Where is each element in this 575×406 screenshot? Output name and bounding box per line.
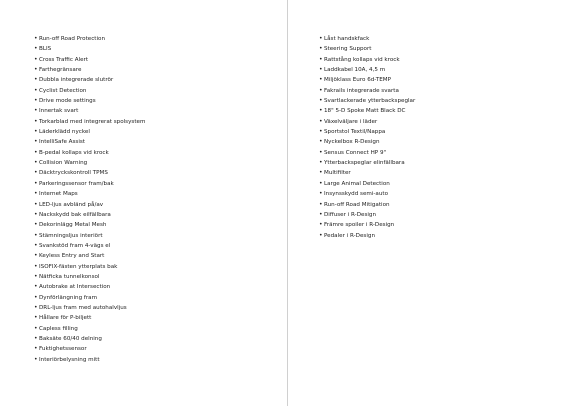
list-item: • DRL-ljus fram med autohalvljus bbox=[34, 303, 145, 313]
list-item: • Främre spoiler i R-Design bbox=[319, 220, 415, 230]
list-item: • Autobrake at Intersection bbox=[34, 282, 145, 292]
list-item: • BLIS bbox=[34, 44, 145, 54]
list-item: • Rattstång kollaps vid krock bbox=[319, 55, 415, 65]
list-item: • 18" 5-D Spoke Matt Black DC bbox=[319, 106, 415, 116]
list-item: • Diffuser i R-Design bbox=[319, 210, 415, 220]
list-item: • LED-ljus avbländ på/av bbox=[34, 200, 145, 210]
list-item: • Fakrails integrerade svarta bbox=[319, 86, 415, 96]
list-item: • IntelliSafe Assist bbox=[34, 137, 145, 147]
list-item: • Collision Warning bbox=[34, 158, 145, 168]
list-item: • Svankstöd fram 4-vägs el bbox=[34, 241, 145, 251]
left-feature-list bbox=[34, 34, 145, 365]
list-item: • Växelväljare i läder bbox=[319, 117, 415, 127]
list-item: • Cyclist Detection bbox=[34, 86, 145, 96]
list-item: • Ytterbackspeglar elinfällbara bbox=[319, 158, 415, 168]
left-page bbox=[0, 0, 287, 406]
list-item: • Parkeringssensor fram/bak bbox=[34, 179, 145, 189]
list-item: • Multifilter bbox=[319, 168, 415, 178]
list-item: • Nyckelbox R-Design bbox=[319, 137, 415, 147]
list-item: • Däcktryckskontroll TPMS bbox=[34, 168, 145, 178]
list-item: • Run-off Road Protection bbox=[34, 34, 145, 44]
list-item: • Insynsskydd semi-auto bbox=[319, 189, 415, 199]
list-item: • Farthegränsare bbox=[34, 65, 145, 75]
list-item: • Keyless Entry and Start bbox=[34, 251, 145, 261]
list-item: • Steering Support bbox=[319, 44, 415, 54]
list-item: • Svartlackerade ytterbackspeglar bbox=[319, 96, 415, 106]
list-item: • Pedaler i R-Design bbox=[319, 231, 415, 241]
right-feature-list bbox=[319, 34, 415, 241]
right-page bbox=[288, 0, 575, 406]
list-item: • Cross Traffic Alert bbox=[34, 55, 145, 65]
list-item: • Laddkabel 10A, 4,5 m bbox=[319, 65, 415, 75]
list-item: • Large Animal Detection bbox=[319, 179, 415, 189]
list-item: • Sensus Connect HP 9" bbox=[319, 148, 415, 158]
list-item: • Interiörbelysning mitt bbox=[34, 355, 145, 365]
list-item: • Hållare för P-biljett bbox=[34, 313, 145, 323]
list-item: • Innertak svart bbox=[34, 106, 145, 116]
list-item: • Dekorinlägg Metal Mesh bbox=[34, 220, 145, 230]
list-item: • Drive mode settings bbox=[34, 96, 145, 106]
list-item: • Internet Maps bbox=[34, 189, 145, 199]
list-item: • Miljöklass Euro 6d-TEMP bbox=[319, 75, 415, 85]
list-item: • Fuktighetssensor bbox=[34, 344, 145, 354]
list-item: • Sportstol Textil/Nappa bbox=[319, 127, 415, 137]
list-item: • Läderklädd nyckel bbox=[34, 127, 145, 137]
list-item: • B-pedal kollaps vid krock bbox=[34, 148, 145, 158]
list-item: • Nackskydd bak eilfällbara bbox=[34, 210, 145, 220]
list-item: • Torkarblad med integrerat spolsystem bbox=[34, 117, 145, 127]
list-item: • Capless filling bbox=[34, 324, 145, 334]
list-item: • Dubbla integrerade slutrör bbox=[34, 75, 145, 85]
list-item: • Dynförlängning fram bbox=[34, 293, 145, 303]
list-item: • Låst handskfack bbox=[319, 34, 415, 44]
list-item: • Run-off Road Mitigation bbox=[319, 200, 415, 210]
list-item: • Baksäte 60/40 delning bbox=[34, 334, 145, 344]
list-item: • Nätficka tunnelkonsol bbox=[34, 272, 145, 282]
list-item: • ISOFIX-fästen ytterplats bak bbox=[34, 262, 145, 272]
list-item: • Stämningsljus interiört bbox=[34, 231, 145, 241]
